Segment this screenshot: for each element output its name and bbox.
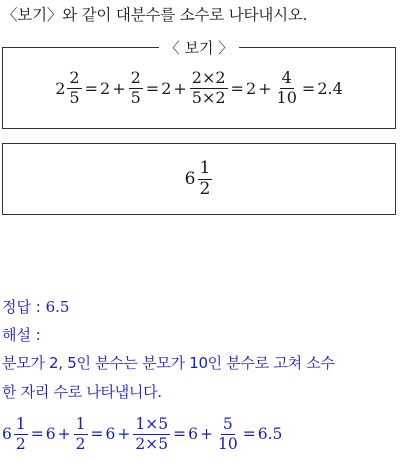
plus-sign: + (117, 425, 131, 443)
denominator: 5×2 (191, 87, 226, 107)
equals-sign: = (173, 425, 187, 443)
problem-expression (3, 144, 395, 214)
explanation-text-line-1: 분모가 2, 5인 분수는 분모가 10인 분수로 고쳐 소수 (2, 354, 335, 372)
equals-sign: = (90, 425, 104, 443)
explanation-text-line-2: 한 자리 수로 나타냅니다. (2, 383, 162, 401)
answer-value: 6.5 (45, 298, 70, 316)
numerator: 2 (69, 67, 80, 87)
denominator: 10 (276, 87, 297, 107)
fraction (133, 416, 170, 452)
numerator: 1 (199, 157, 211, 178)
denominator: 10 (217, 434, 238, 453)
fraction (14, 416, 28, 452)
problem-box (2, 143, 396, 215)
explanation-equation (2, 412, 282, 456)
whole-number: 6 (188, 425, 198, 443)
whole-number: 2 (100, 78, 111, 98)
equals-sign: = (84, 78, 98, 98)
whole-number: 2 (245, 78, 257, 98)
fraction (275, 67, 299, 107)
numerator: 5 (222, 415, 233, 434)
example-box (2, 39, 396, 129)
plus-sign: + (258, 78, 272, 98)
equals-sign: = (301, 78, 316, 98)
plus-sign: + (57, 425, 71, 443)
whole-number: 2 (161, 78, 172, 98)
numerator: 1 (75, 415, 86, 434)
result-value: 2.4 (317, 78, 343, 98)
numerator: 2×2 (191, 67, 226, 87)
denominator: 2 (15, 434, 26, 453)
numerator: 2 (130, 67, 141, 87)
equals-sign: = (242, 425, 256, 443)
equals-sign: = (145, 78, 160, 98)
equals-sign: = (30, 425, 44, 443)
denominator: 2×5 (135, 434, 169, 453)
mixed-whole: 6 (2, 425, 12, 443)
denominator: 2 (199, 178, 211, 199)
fraction (198, 157, 213, 199)
example-box-label-wrap (3, 37, 395, 58)
plus-sign: + (112, 78, 126, 98)
result-value: 6.5 (257, 425, 283, 443)
whole-number: 6 (45, 425, 56, 443)
question-instruction: 〈보기〉와 같이 대분수를 소수로 나타내시오. (2, 6, 308, 24)
example-box-label: 〈 보기 〉 (159, 39, 240, 57)
mixed-whole: 6 (184, 169, 196, 189)
denominator: 5 (69, 87, 80, 107)
numerator: 1×5 (135, 415, 169, 434)
answer-label: 정답 : (2, 298, 46, 316)
example-equation (3, 48, 395, 128)
plus-sign: + (173, 78, 187, 98)
numerator: 4 (281, 67, 292, 87)
fraction (190, 67, 228, 107)
answer-line (2, 296, 69, 317)
fraction (67, 67, 81, 107)
whole-number: 6 (105, 425, 116, 443)
explanation-label: 해설 : (2, 326, 41, 344)
denominator: 2 (75, 434, 86, 453)
plus-sign: + (199, 425, 213, 443)
fraction (129, 67, 143, 107)
numerator: 1 (15, 415, 26, 434)
fraction (74, 416, 88, 452)
mixed-whole: 2 (55, 78, 66, 98)
equals-sign: = (230, 78, 244, 98)
denominator: 5 (130, 87, 141, 107)
fraction (216, 416, 240, 452)
